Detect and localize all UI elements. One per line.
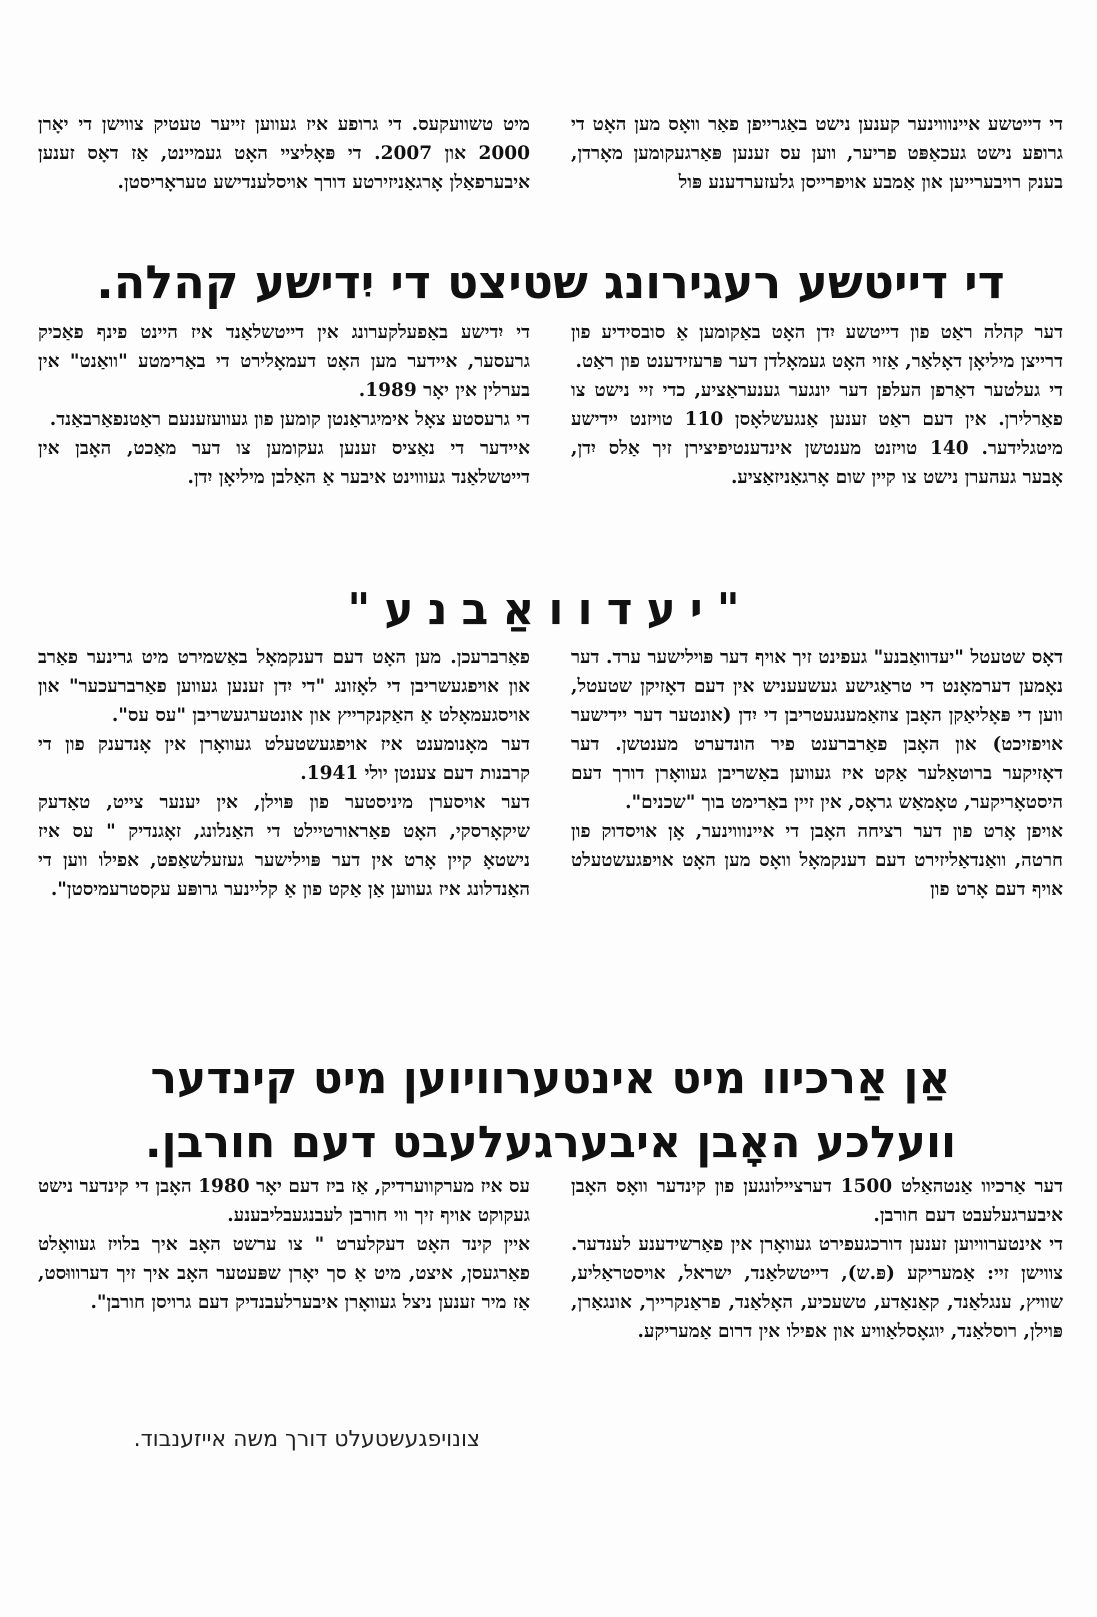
column-right [571,1172,1063,1346]
headline-jedwabne: "יעדוואַבנע" [347,584,754,635]
column-right [571,110,1063,197]
paragraph: פאַרברעכן. מען האָט דעם דענקמאָל באַשמירט מיט גרינער פאַרב און אויפגעשריבן די לאָזונג "די יִדן זענען געווען פאַרברעכער" און אויסגעמאָלט אַ האַקנקרייץ און אונטערגעשריבן "עס עס". [38,647,530,726]
author-credit: צונויפגעשטעלט דורך משה אייזענבוד. [133,1427,480,1452]
paragraph: איין קינד האָט דעקלערט " צו ערשט האָב איך בלויז געוואָלט פאַרגעסן, איצט, מיט אַ סך יאָרן שפּעטער האָב איך זיך דערוווּסט, אַז מיר זענען ניצל געוואָרן איבערלעבנדיק דעם גרויסן חורבן". [38,1234,530,1313]
paragraph: די געלטער דאַרפן העלפן דער יונגער גענעראַציע, כדי זיי נישט צו פאַרלירן. אין דעם ראַט זענען אַנגעשלאָסן 110 טויזנט יידישע מיטגלידער. 140 טויזנט מענטשן אינדענטיפיצירן זיך אַלס יִדן, אָבער געהערן נישט צו קיין שום אָרגאַניזאַציע. [571,380,1063,488]
paragraph: אויפן אָרט פון דער רציחה האָבן די איינוווינער, אָן אויסדוק פון חרטה, וואַנדאַליזירט דעם דענקמאָל וואָס מען האָט אויפגעשטעלט אויף דעם אָרט פון [571,821,1063,900]
column-left [38,1172,530,1346]
column-left [38,318,530,492]
paragraph: איידער די נאַציס זענען געקומען צו דער מאַכט, האָבן אין דייטשלאַנד געוווינט איבער אַ האַלבן מיליאָן יִדן. [38,438,530,488]
paragraph: עס איז מערקווערדיק, אַז ביז דעם יאָר 1980 האָבן די קינדער נישט געקוקט אויף זיך ווי חורבן לעבנגעבליבענע. [38,1176,530,1226]
paragraph: די יִדישע באַפעלקערונג אין דייטשלאַנד איז היינט פינף פאַכיק גרעסער, איידער מען האָט דעמאָלירט די באַרימטע "וואַנט" אין בערלין אין יאָר 1989. [38,322,530,401]
paragraph: דער מאָנומענט איז אויפגעשטעלט געוואָרן אין אָנדענק פון די קרבנות דעם צענטן יולי 1941. [38,734,530,784]
paragraph: דער אויסערן מיניסטער פון פּוילן, אין יענער צייט, טאַדעק שיקאָרסקי, האָט פאַראורטיילט די האַנלונג, זאָגנדיק " עס איז נישטאָ קיין אָרט אין דער פּוילישער געזעלשאַפט, אפילו ווען די האַנדלונג איז געווען אַן אַקט פון אַ קליינער גרופּע עקסטרעמיסטן". [38,792,530,900]
paragraph: דער אַרכיוו אַנטהאַלט 1500 דערציילונגען פון קינדער וואָס האָבן איבערגעלעבט דעם חורבן. [571,1176,1063,1226]
headline-community-support: די דייטשע רעגירונג שטיצט די יִדישע קהלה. [96,255,1005,309]
paragraph: מיט טשוועקעס. די גרופע איז געווען זייער טעטיק צווישן די יאָרן 2000 און 2007. די פּאָליציי האָט געמיינט, אַז דאָס זענען איבערפאַלן אָרגאַניזירטע דורך אויסלענדישע טעראָריסטן. [38,114,530,193]
article-block-3 [38,643,1063,904]
headline-archive-line1: אַן אַרכיוו מיט אינטערוויוען מיט קינדער [150,1053,951,1104]
headline-archive-line2: וועלכע האָבן איבערגעלעבט דעם חורבן. [144,1117,957,1168]
article-block-1 [38,110,1063,197]
article-block-2 [38,318,1063,492]
column-left [38,643,530,904]
column-right [571,643,1063,904]
article-block-4 [38,1172,1063,1346]
paragraph: דער קהלה ראַט פון דייטשע יִדן האָט באַקומען אַ סובסידיע פון דרייצן מיליאָן דאָלאַר, אַזוי האָט געמאָלדן דער פּרעזידענט פון ראַט. [571,322,1063,372]
paragraph: דאָס שטעטל "יעדוואַבנע" געפינט זיך אויף דער פּוילישער ערד. דער נאָמען דערמאָנט די טראַגישע געשעעניש אין דעם דאָזיקן שטעטל, ווען די פּאָליאַקן האָבן צוזאַמענגעטריבן די יִדן (אונטער דער יידישער אויפזיכט) און האָבן פאַרברענט פיר הונדערט מענטשן. דער דאָזיקער ברוטאַלער אַקט איז געווען באַשריבן געוואָרן דורך דעם היסטאָריקער, טאָמאַש גראָס, אין זיין באַרימט בוך "שכנים". [571,647,1063,813]
column-left [38,110,530,197]
paragraph: די גרעסטע צאָל אימיגראַנטן קומען פון געוועזענעם ראַטנפאַרבאַנד. [49,409,530,430]
paragraph: די דייטשע איינוווינער קענען נישט באַגרייפן פאַר וואָס מען האָט די גרופע נישט געכאַפּט פריער, ווען עס זענען פּאַרגעקומען מאָרדן, בענק רויבערייען און אַמבע אויפרייסן גלעזערדענע פּול [571,114,1063,193]
paragraph: די אינטערוויוען זענען דורכגעפירט געוואָרן אין פאַרשידענע לענדער. צווישן זיי: אַמעריקע (פּ.ש), דייטשלאַנד, ישראל, אויסטראַליע, שוויץ, ענגלאַנד, קאַנאַדע, טשעכיע, האָלאַנד, פראַנקרייך, אונגאַרן, פּוילן, רוסלאַנד, יוגאָסלאַוויע און אפילו אין דרום אַמעריקע. [571,1234,1063,1342]
column-right [571,318,1063,492]
